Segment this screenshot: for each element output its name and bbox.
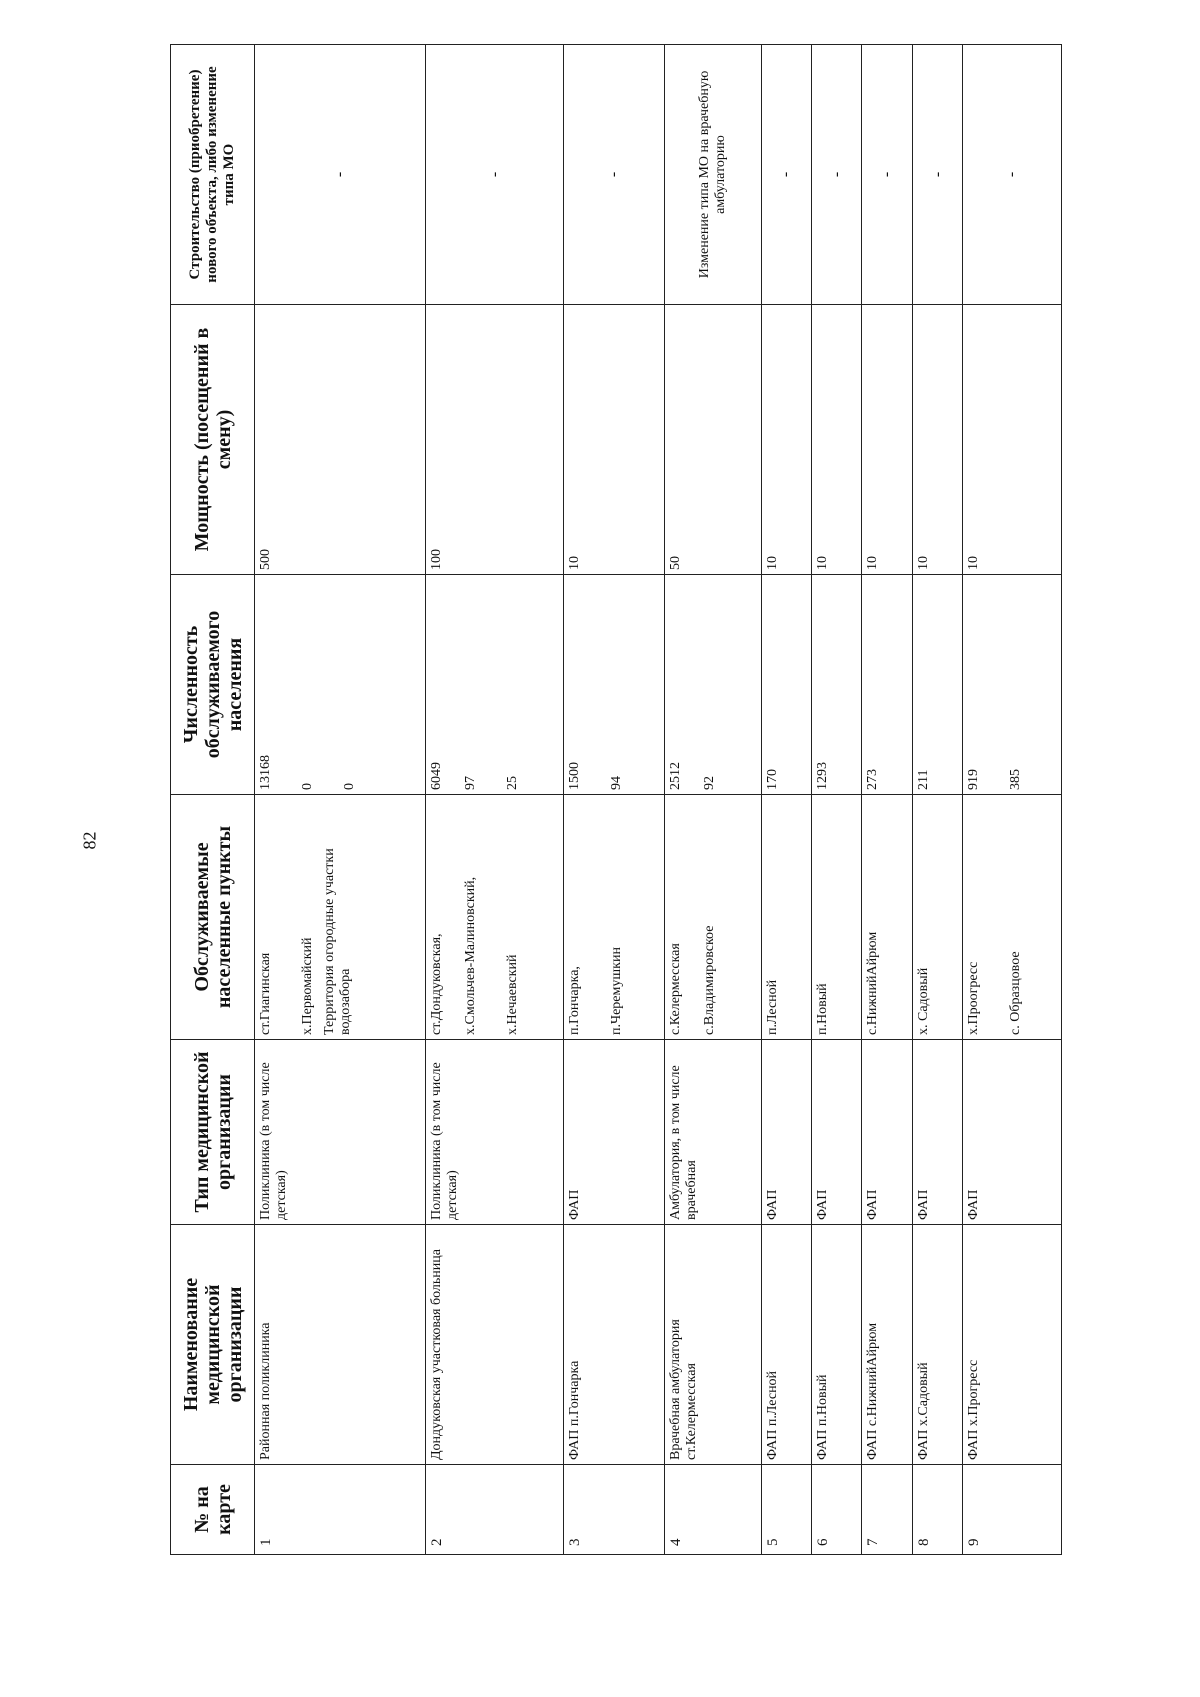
population-cell	[665, 575, 761, 795]
construction: -	[761, 45, 811, 305]
table-row	[665, 45, 761, 1555]
population-cell	[255, 575, 426, 795]
table-row	[255, 45, 426, 1555]
org-name: ФАП п.Новый	[811, 1225, 861, 1465]
population-value: 1293	[814, 762, 830, 790]
settlement: с.Келермесская	[668, 943, 684, 1035]
settlement: с.Владимировское	[702, 925, 718, 1035]
capacity: 500	[255, 305, 426, 575]
settlements-cell	[862, 795, 912, 1040]
row-number: 1	[255, 1465, 426, 1555]
construction: -	[255, 45, 426, 305]
settlements-cell	[912, 795, 962, 1040]
settlements-cell	[665, 795, 761, 1040]
table-row	[811, 45, 861, 1555]
table-row	[426, 45, 564, 1555]
table-row	[963, 45, 1062, 1555]
settlement: ст.Дондуковская,	[429, 933, 445, 1035]
settlement: х. Садовый	[915, 967, 931, 1035]
row-number: 7	[862, 1465, 912, 1555]
header-org-type: Тип медицинской организации	[171, 1040, 255, 1225]
org-name: ФАП п.Гончарка	[564, 1225, 665, 1465]
settlements-cell	[963, 795, 1062, 1040]
capacity: 100	[426, 305, 564, 575]
settlement: п.Лесной	[764, 979, 780, 1035]
header-settlements: Обслуживаемые населенные пункты	[171, 795, 255, 1040]
row-number: 5	[761, 1465, 811, 1555]
row-number: 9	[963, 1465, 1062, 1555]
org-type: ФАП	[761, 1040, 811, 1225]
capacity: 10	[761, 305, 811, 575]
row-number: 4	[665, 1465, 761, 1555]
page-number: 82	[79, 831, 100, 850]
row-number: 2	[426, 1465, 564, 1555]
construction: -	[912, 45, 962, 305]
org-name: ФАП х.Садовый	[912, 1225, 962, 1465]
org-name: ФАП п.Лесной	[761, 1225, 811, 1465]
org-type: ФАП	[811, 1040, 861, 1225]
header-capacity: Мощность (посещений в смену)	[171, 305, 255, 575]
construction: -	[426, 45, 564, 305]
header-construction: Строительство (приобретение) нового объекта, либо изменение типа МО	[171, 45, 255, 305]
org-type: Поликлиника (в том числе детская)	[255, 1040, 426, 1225]
settlement: с.НижнийАйрюм	[865, 931, 881, 1035]
settlement: п.Новый	[814, 983, 830, 1035]
table-row	[862, 45, 912, 1555]
org-name: ФАП с.НижнийАйрюм	[862, 1225, 912, 1465]
population-cell	[963, 575, 1062, 795]
header-population: Численность обслуживаемого населения	[171, 575, 255, 795]
settlement: х.Первомайский	[300, 937, 315, 1035]
construction: Изменение типа МО на врачебную амбулаторию	[665, 45, 761, 305]
settlements-cell	[761, 795, 811, 1040]
population-value: 385	[1008, 769, 1024, 790]
population-value: 273	[865, 769, 881, 790]
org-type: Поликлиника (в том числе детская)	[426, 1040, 564, 1225]
table-row	[761, 45, 811, 1555]
population-value: 6049	[429, 762, 445, 790]
population-cell	[564, 575, 665, 795]
row-number: 6	[811, 1465, 861, 1555]
org-type: ФАП	[963, 1040, 1062, 1225]
population-value: 919	[966, 769, 982, 790]
capacity: 10	[963, 305, 1062, 575]
construction: -	[811, 45, 861, 305]
org-name: Районная поликлиника	[255, 1225, 426, 1465]
settlement: п.Гончарка,	[567, 966, 583, 1035]
settlement: ст.Гиагинская	[258, 952, 273, 1035]
population-value: 25	[505, 776, 521, 790]
population-value: 0	[342, 783, 357, 790]
settlement: х.Смольчев-Малиновский,	[463, 876, 479, 1035]
header-map-number: № на карте	[171, 1465, 255, 1555]
settlements-cell	[426, 795, 564, 1040]
org-name: ФАП х.Прогресс	[963, 1225, 1062, 1465]
population-cell	[862, 575, 912, 795]
population-value: 92	[702, 776, 718, 790]
rotated-table-container	[170, 45, 1062, 1555]
population-value: 13168	[258, 755, 273, 790]
construction: -	[963, 45, 1062, 305]
population-value: 2512	[668, 762, 684, 790]
settlements-cell	[255, 795, 426, 1040]
population-value: 211	[915, 769, 931, 790]
org-type: ФАП	[564, 1040, 665, 1225]
construction: -	[862, 45, 912, 305]
org-type: ФАП	[862, 1040, 912, 1225]
row-number: 3	[564, 1465, 665, 1555]
population-value: 97	[463, 776, 479, 790]
org-type: Амбулатория, в том числе врачебная	[665, 1040, 761, 1225]
population-value: 0	[300, 783, 315, 790]
population-cell	[811, 575, 861, 795]
capacity: 10	[564, 305, 665, 575]
capacity: 10	[862, 305, 912, 575]
settlement: Территория огородные участки водозабора	[322, 848, 353, 1035]
header-org-name: Наименование медицинской организации	[171, 1225, 255, 1465]
settlement: х.Нечаевский	[505, 954, 521, 1035]
settlement: х.Проогресс	[966, 961, 982, 1035]
population-value: 1500	[567, 762, 583, 790]
settlement: с. Образцовое	[1008, 951, 1024, 1035]
population-value: 94	[609, 776, 625, 790]
construction: -	[564, 45, 665, 305]
population-cell	[912, 575, 962, 795]
row-number: 8	[912, 1465, 962, 1555]
capacity: 10	[811, 305, 861, 575]
capacity: 50	[665, 305, 761, 575]
medical-organizations-table	[170, 44, 1062, 1555]
settlements-cell	[811, 795, 861, 1040]
org-type: ФАП	[912, 1040, 962, 1225]
table-row	[564, 45, 665, 1555]
table-header-row	[171, 45, 255, 1555]
org-name: Дондуковская участковая больница	[426, 1225, 564, 1465]
org-name: Врачебная амбулатория ст.Келермесская	[665, 1225, 761, 1465]
table-row	[912, 45, 962, 1555]
capacity: 10	[912, 305, 962, 575]
settlement: п.Черемушкин	[609, 947, 625, 1035]
settlements-cell	[564, 795, 665, 1040]
population-cell	[761, 575, 811, 795]
population-cell	[426, 575, 564, 795]
population-value: 170	[764, 769, 780, 790]
